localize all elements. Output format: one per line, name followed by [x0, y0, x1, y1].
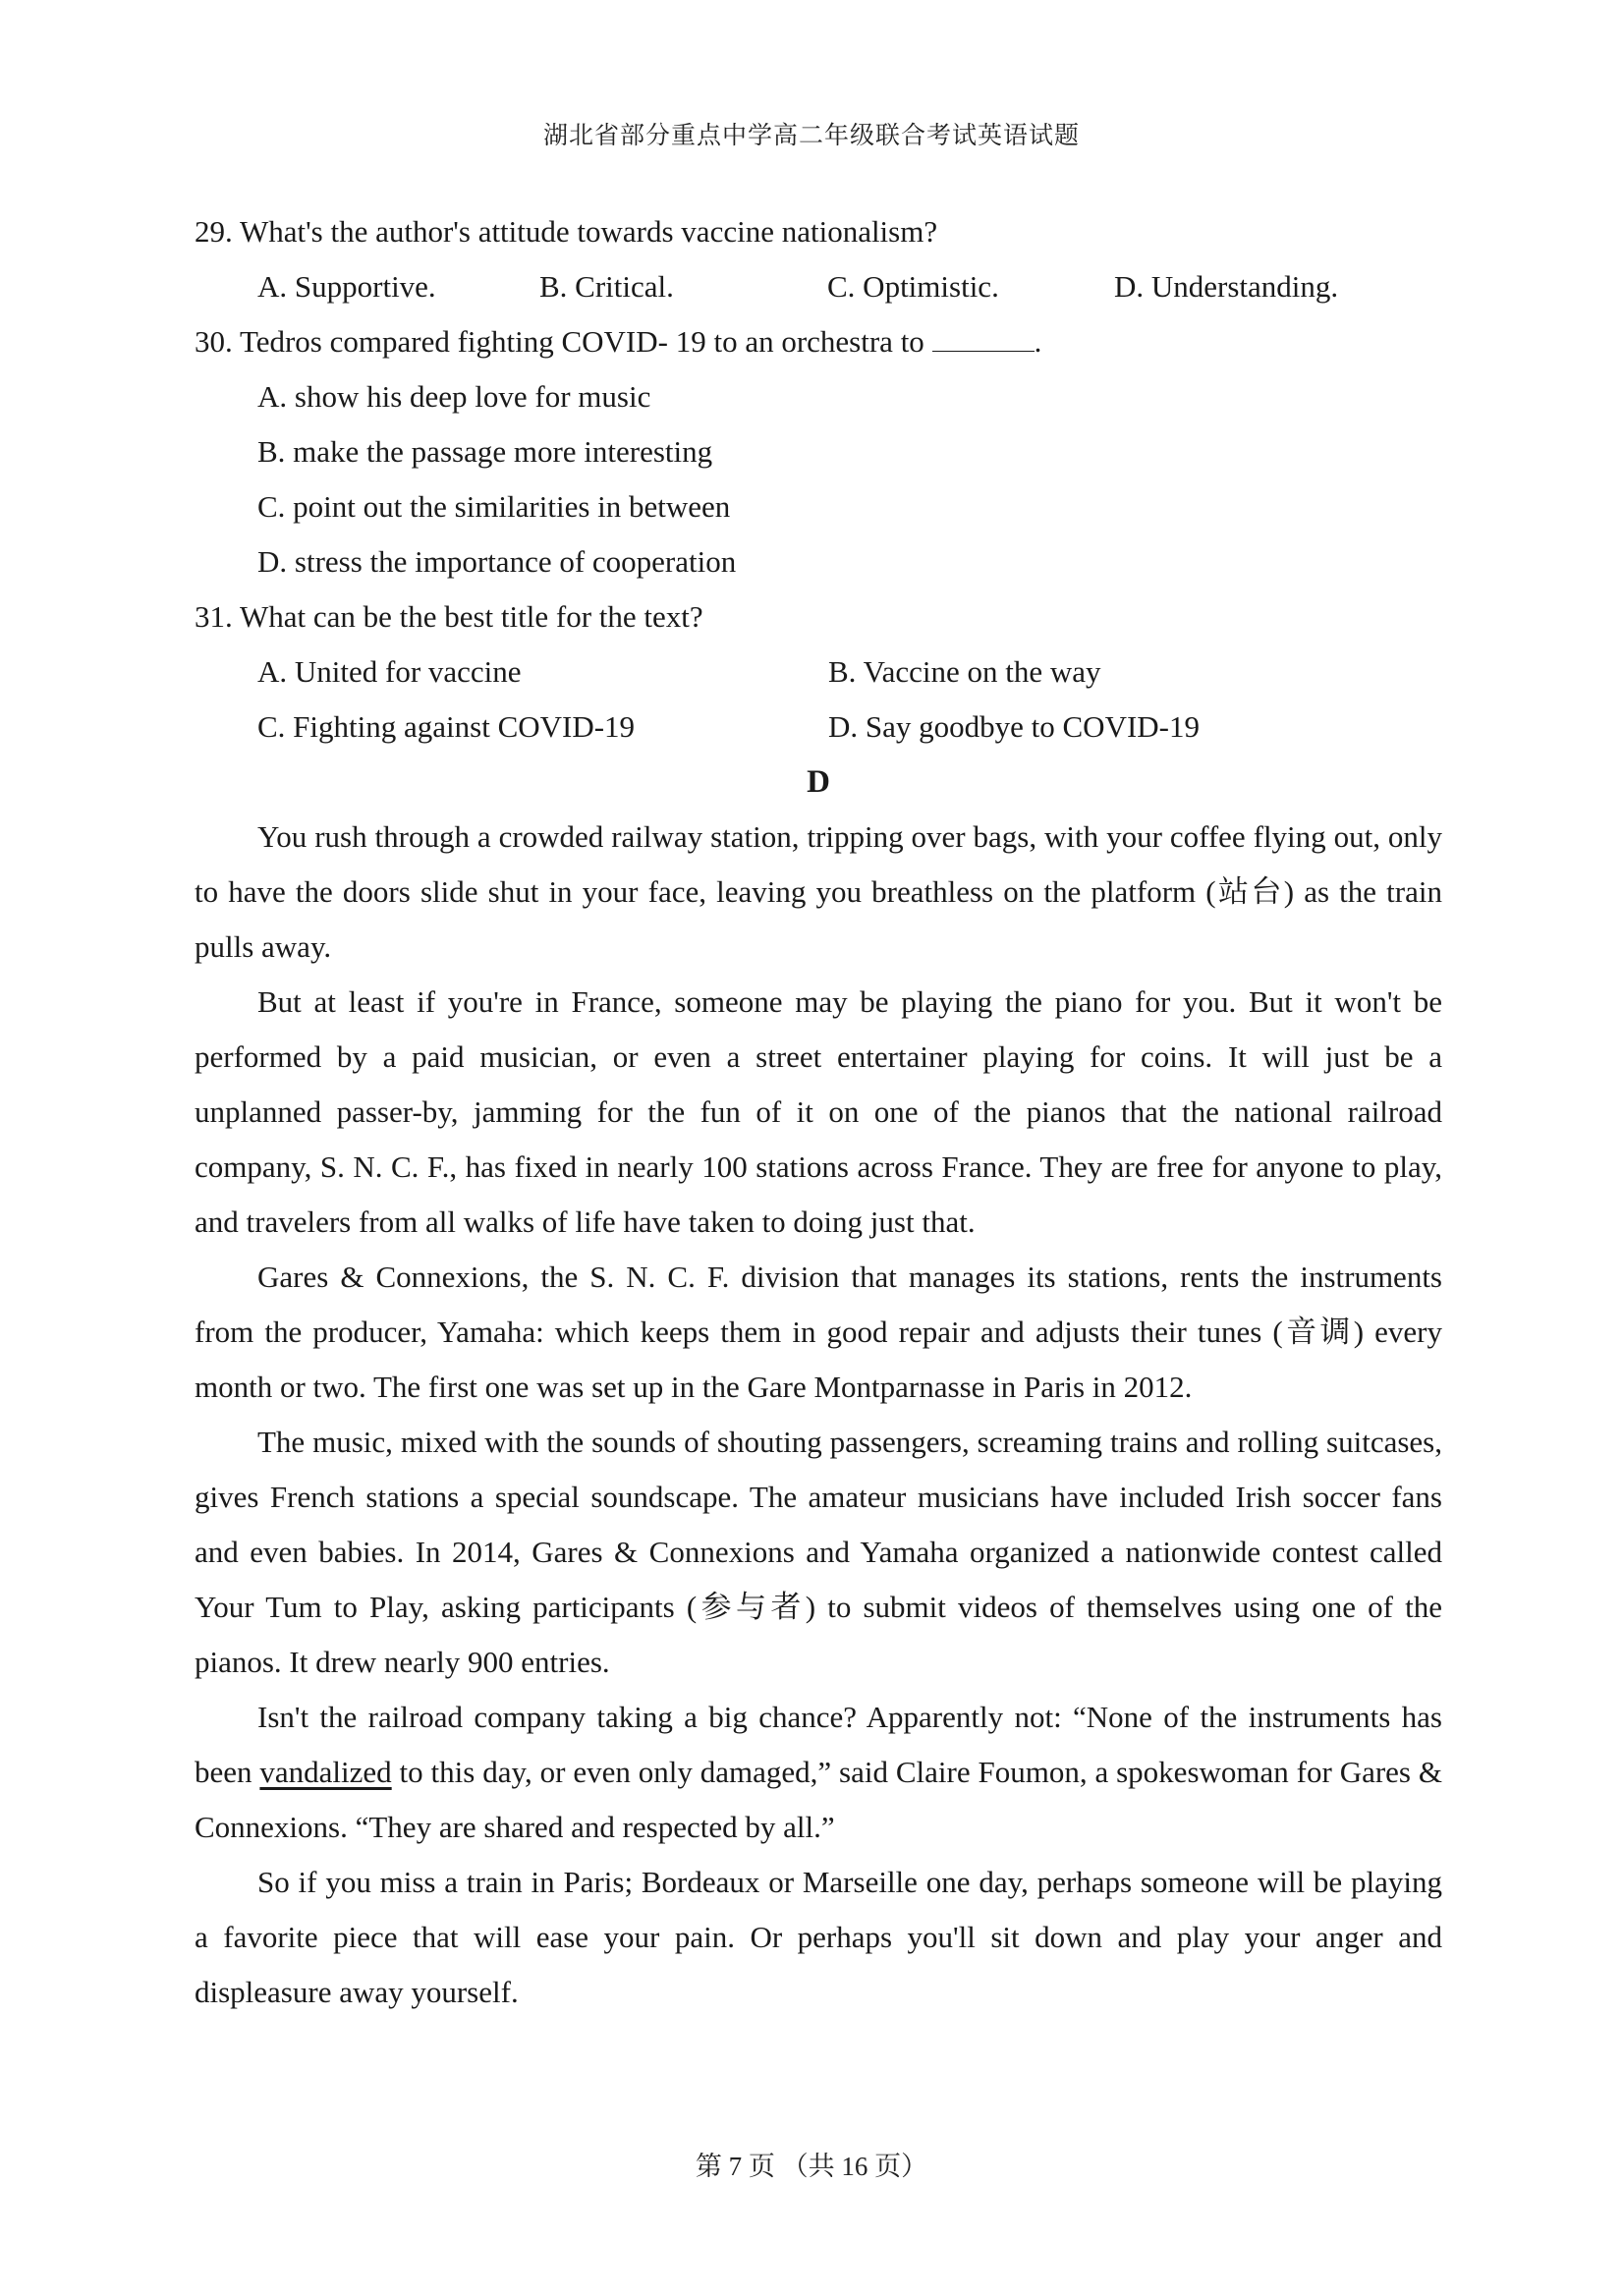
passage-paragraph: You rush through a crowded railway station, tripping over bags, with your coffee flying out, only to have the doors slide shut in your face, leaving you breathless on the platform (站台) as the train pulls away.: [195, 819, 1442, 964]
stem-period: .: [1034, 324, 1042, 359]
option-b: B. make the passage more interesting: [257, 434, 713, 469]
passage-paragraph: But at least if you're in France, someone may be playing the piano for you. But it won't be performed by a paid musician, or even a street entertainer playing for coins. It will just be a unplanned passer-by, jamming for the fun of it on one of the pianos that the national railroad company, S. N. C. F., has fixed in nearly 100 stations across France. They are free for anyone to play, and travelers from all walks of life have taken to doing just that.: [195, 984, 1442, 1239]
option-c: C. Fighting against COVID-19: [257, 709, 636, 744]
question-29: [195, 204, 1442, 314]
option-d: D. Say goodbye to COVID-19: [828, 709, 1200, 744]
passage-paragraph: [195, 1690, 1442, 1855]
option-b: B. Critical.: [539, 269, 674, 304]
option-c: C. Optimistic.: [827, 269, 999, 304]
page-content: [195, 204, 1442, 2020]
paragraph-text: to this day, or even only damaged,” said Claire Foumon, a spokeswoman for Gares & Connexions. “They are shared and respected by all.”: [195, 1755, 1442, 1844]
question-stem: 31. What can be the best title for the text?: [195, 599, 703, 634]
exam-header-title: 湖北省部分重点中学高二年级联合考试英语试题: [542, 123, 1080, 149]
paragraph-text: Isn't the railroad company taking a big chance? Apparently not: “None of the instruments has been: [195, 1700, 1442, 1789]
answer-blank: [932, 317, 1035, 352]
option-c: C. point out the similarities in between: [257, 489, 731, 524]
option-d: D. Understanding.: [1114, 269, 1339, 304]
question-31: [195, 589, 1442, 755]
option-a: A. United for vaccine: [257, 654, 522, 689]
option-d: D. stress the importance of cooperation: [257, 544, 737, 579]
options-row: [195, 644, 1442, 700]
option-a: A. Supportive.: [257, 269, 436, 304]
options-row: [195, 259, 1442, 314]
option-a: A. show his deep love for music: [257, 379, 651, 414]
question-stem: [195, 314, 1442, 369]
stem-text: 30. Tedros compared fighting COVID- 19 to an orchestra to: [195, 324, 932, 359]
passage-paragraph: So if you miss a train in Paris; Bordeaux or Marseille one day, perhaps someone will be playing a favorite piece that will ease your pain. Or perhaps you'll sit down and play your anger and displeasure away yourself.: [195, 1865, 1442, 2009]
options-row: [195, 700, 1442, 755]
passage-paragraph: Gares & Connexions, the S. N. C. F. division that manages its stations, rents the instruments from the producer, Yamaha: which keeps them in good repair and adjusts their tunes (音调) every month or two. The first one was set up in the Gare Montparnasse in Paris in 2012.: [195, 1260, 1442, 1404]
underlined-word: vandalized: [259, 1755, 392, 1789]
passage-paragraph: The music, mixed with the sounds of shouting passengers, screaming trains and rolling suitcases, gives French stations a special soundscape. The amateur musicians have included Irish soccer fans and even babies. In 2014, Gares & Connexions and Yamaha organized a nationwide contest called Your Tum to Play, asking participants (参与者) to submit videos of themselves using one of the pianos. It drew nearly 900 entries.: [195, 1425, 1442, 1679]
page-number: 第 7 页 （共 16 页）: [695, 2152, 928, 2181]
section-heading: D: [807, 764, 830, 800]
question-30: [195, 314, 1442, 589]
question-stem: 29. What's the author's attitude towards vaccine nationalism?: [195, 214, 938, 249]
option-b: B. Vaccine on the way: [828, 654, 1101, 689]
